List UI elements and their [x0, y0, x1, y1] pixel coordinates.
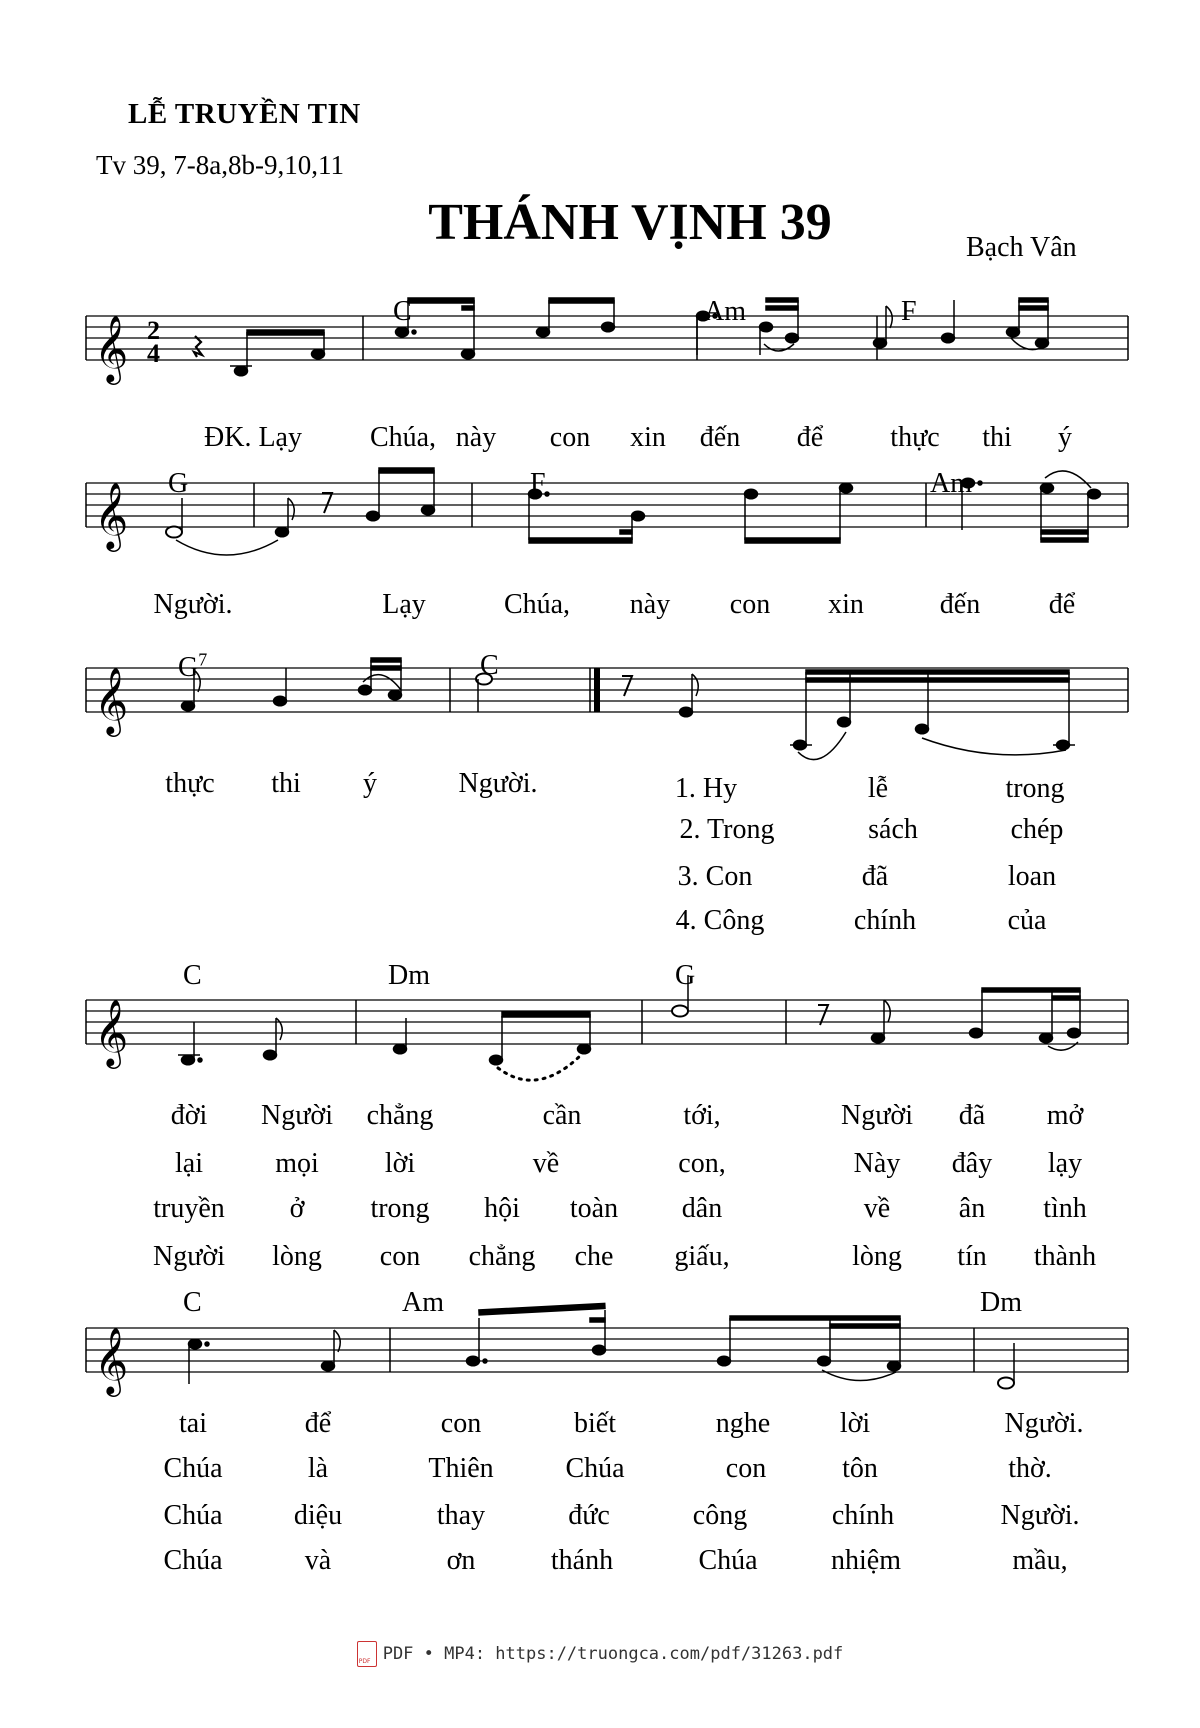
- verse4-syllable: con: [379, 1241, 421, 1272]
- verse3-syllable: về: [863, 1193, 891, 1224]
- verse3-syllable: đã: [861, 861, 889, 892]
- verse1-syllable: con: [440, 1408, 482, 1439]
- verse3-syllable: loan: [1007, 861, 1057, 892]
- verse1-syllable: để: [304, 1408, 332, 1439]
- chord-symbol: Am: [930, 468, 972, 499]
- verse2-syllable: đây: [951, 1148, 993, 1179]
- chord-symbol: Am: [704, 296, 746, 327]
- verse2-syllable: lại: [175, 1148, 203, 1179]
- verse3-syllable: Chúa: [163, 1500, 223, 1531]
- lyric-syllable: Chúa,: [369, 422, 437, 453]
- lyric-syllable: ý: [1058, 422, 1072, 453]
- lyric-syllable: này: [455, 422, 497, 453]
- verse3-syllable: đức: [568, 1500, 610, 1531]
- verse1-syllable: mở: [1046, 1100, 1084, 1131]
- verse2-syllable: Này: [853, 1148, 901, 1179]
- verse4-syllable: lòng: [272, 1241, 322, 1272]
- lyric-syllable: thực: [165, 768, 215, 799]
- footer-text: PDF • MP4: https://truongca.com/pdf/31263.pdf: [382, 1644, 844, 1664]
- treble-clef-icon: 𝄞: [94, 1326, 129, 1394]
- song-title: THÁNH VỊNH 39: [428, 194, 832, 251]
- verse1-syllable: tai: [179, 1408, 207, 1439]
- chord-symbol: G: [675, 960, 696, 991]
- lyric-syllable: con: [729, 589, 771, 620]
- notes-system-1: [194, 298, 1049, 376]
- verse1-syllable: cần: [542, 1100, 582, 1131]
- lyric-syllable: thực: [890, 422, 940, 453]
- verse3-syllable: trong: [370, 1193, 430, 1224]
- verse4-syllable: nhiệm: [831, 1545, 901, 1576]
- chord-symbol: Dm: [388, 960, 430, 991]
- verse1-syllable: lời: [839, 1408, 871, 1439]
- notes-system-3: [182, 658, 1076, 760]
- lyric-syllable: Lạy: [382, 589, 426, 620]
- verse2-syllable: con,: [678, 1148, 726, 1179]
- verse3-syllable: 3. Con: [677, 861, 753, 892]
- treble-clef-icon: 𝄞: [94, 666, 129, 734]
- verse2-syllable: lạy: [1047, 1148, 1083, 1179]
- verse4-syllable: tín: [957, 1241, 987, 1272]
- verse3-syllable: Người.: [1000, 1500, 1080, 1531]
- notes-system-4: [178, 975, 1081, 1080]
- verse1-syllable: nghe: [715, 1408, 771, 1439]
- verse4-syllable: mầu,: [1012, 1545, 1068, 1576]
- time-signature: [147, 316, 160, 368]
- lyric-syllable: này: [629, 589, 671, 620]
- lyric-syllable: đến: [939, 589, 981, 620]
- chord-symbol: Am: [402, 1287, 444, 1318]
- verse4-syllable: Chúa: [698, 1545, 758, 1576]
- chord-symbol: G: [168, 468, 189, 499]
- verse1-syllable: 1. Hy: [674, 773, 738, 804]
- verse3-syllable: toàn: [569, 1193, 619, 1224]
- verse4-syllable: chẳng: [468, 1241, 536, 1272]
- verse4-syllable: ơn: [446, 1545, 476, 1576]
- verse2-syllable: chép: [1010, 814, 1064, 845]
- verse1-syllable: biết: [574, 1408, 616, 1439]
- occasion-heading: LỄ TRUYỀN TIN: [128, 98, 361, 130]
- verse4-syllable: Người: [153, 1241, 225, 1272]
- chord-symbol: F: [530, 468, 546, 499]
- chord-symbol: $G^7$: [178, 650, 208, 684]
- verse3-syllable: công: [692, 1500, 748, 1531]
- chord-symbol: C: [183, 1287, 202, 1318]
- verse4-syllable: giấu,: [674, 1241, 730, 1272]
- verse1-syllable: đã: [958, 1100, 986, 1131]
- svg-text:4: 4: [147, 339, 160, 368]
- pdf-icon: [357, 1641, 377, 1667]
- lyric-syllable: Người.: [458, 768, 538, 799]
- verse2-syllable: Thiên: [428, 1453, 494, 1484]
- verse1-syllable: Người: [261, 1100, 333, 1131]
- verse2-syllable: về: [532, 1148, 560, 1179]
- verse4-syllable: chính: [853, 905, 917, 936]
- lyric-syllable: con: [549, 422, 591, 453]
- verse4-syllable: Chúa: [163, 1545, 223, 1576]
- verse3-syllable: chính: [831, 1500, 895, 1531]
- chord-symbol: C: [480, 650, 499, 681]
- verse1-syllable: Người: [841, 1100, 913, 1131]
- verse1-syllable: lễ: [867, 773, 889, 804]
- verse4-syllable: thánh: [550, 1545, 614, 1576]
- verse2-syllable: con: [725, 1453, 767, 1484]
- chord-symbol: C: [183, 960, 202, 991]
- verse1-syllable: trong: [1005, 773, 1065, 804]
- verse2-syllable: Chúa: [565, 1453, 625, 1484]
- lyric-syllable: xin: [828, 589, 864, 620]
- verse3-syllable: hội: [484, 1193, 520, 1224]
- verse2-syllable: 2. Trong: [679, 814, 775, 845]
- treble-clef-icon: 𝄞: [94, 314, 129, 382]
- verse2-syllable: lời: [384, 1148, 416, 1179]
- chord-symbol: Dm: [980, 1287, 1022, 1318]
- lyric-syllable: Người.: [153, 589, 233, 620]
- verse3-syllable: tình: [1043, 1193, 1087, 1224]
- svg-text:2: 2: [147, 316, 160, 345]
- verse3-syllable: dân: [681, 1193, 723, 1224]
- verse4-syllable: và: [304, 1545, 332, 1576]
- treble-clef-icon: 𝄞: [94, 998, 129, 1066]
- verse2-syllable: Chúa: [163, 1453, 223, 1484]
- chord-symbol: C: [393, 296, 412, 327]
- verse3-syllable: ở: [289, 1193, 305, 1224]
- lyric-syllable: ý: [363, 768, 377, 799]
- staff-5: [86, 1328, 1128, 1372]
- verse4-syllable: che: [574, 1241, 614, 1272]
- verse4-syllable: của: [1007, 905, 1047, 936]
- lyric-syllable: đến: [699, 422, 741, 453]
- verse4-syllable: thành: [1033, 1241, 1097, 1272]
- verse2-syllable: sách: [868, 814, 918, 845]
- lyric-syllable: để: [796, 422, 824, 453]
- verse4-syllable: lòng: [852, 1241, 902, 1272]
- lyric-syllable: xin: [630, 422, 666, 453]
- verse3-syllable: ân: [958, 1193, 986, 1224]
- lyric-syllable: Chúa,: [503, 589, 571, 620]
- verse1-syllable: chẳng: [366, 1100, 434, 1131]
- verse3-syllable: thay: [436, 1500, 486, 1531]
- verse1-syllable: đời: [170, 1100, 208, 1131]
- verse1-syllable: Người.: [1004, 1408, 1084, 1439]
- composer-name: Bạch Vân: [966, 232, 1077, 263]
- footer-link[interactable]: [0, 1641, 1200, 1667]
- verse2-syllable: thờ.: [1008, 1453, 1052, 1484]
- verse2-syllable: tôn: [842, 1453, 878, 1484]
- psalm-reference: Tv 39, 7-8a,8b-9,10,11: [96, 150, 344, 180]
- verse3-syllable: diệu: [293, 1500, 343, 1531]
- verse4-syllable: 4. Công: [675, 905, 765, 936]
- verse3-syllable: truyền: [153, 1193, 225, 1224]
- treble-clef-icon: 𝄞: [94, 481, 129, 549]
- verse2-syllable: là: [307, 1453, 329, 1484]
- lyric-syllable: thi: [271, 768, 301, 799]
- lyric-syllable: để: [1048, 589, 1076, 620]
- lyric-syllable: thi: [982, 422, 1012, 453]
- chord-symbol: F: [901, 296, 917, 327]
- verse2-syllable: mọi: [275, 1148, 319, 1179]
- notes-system-5: [189, 1303, 1015, 1388]
- lyric-syllable: ĐK. Lạy: [204, 422, 302, 453]
- verse1-syllable: tới,: [683, 1100, 721, 1131]
